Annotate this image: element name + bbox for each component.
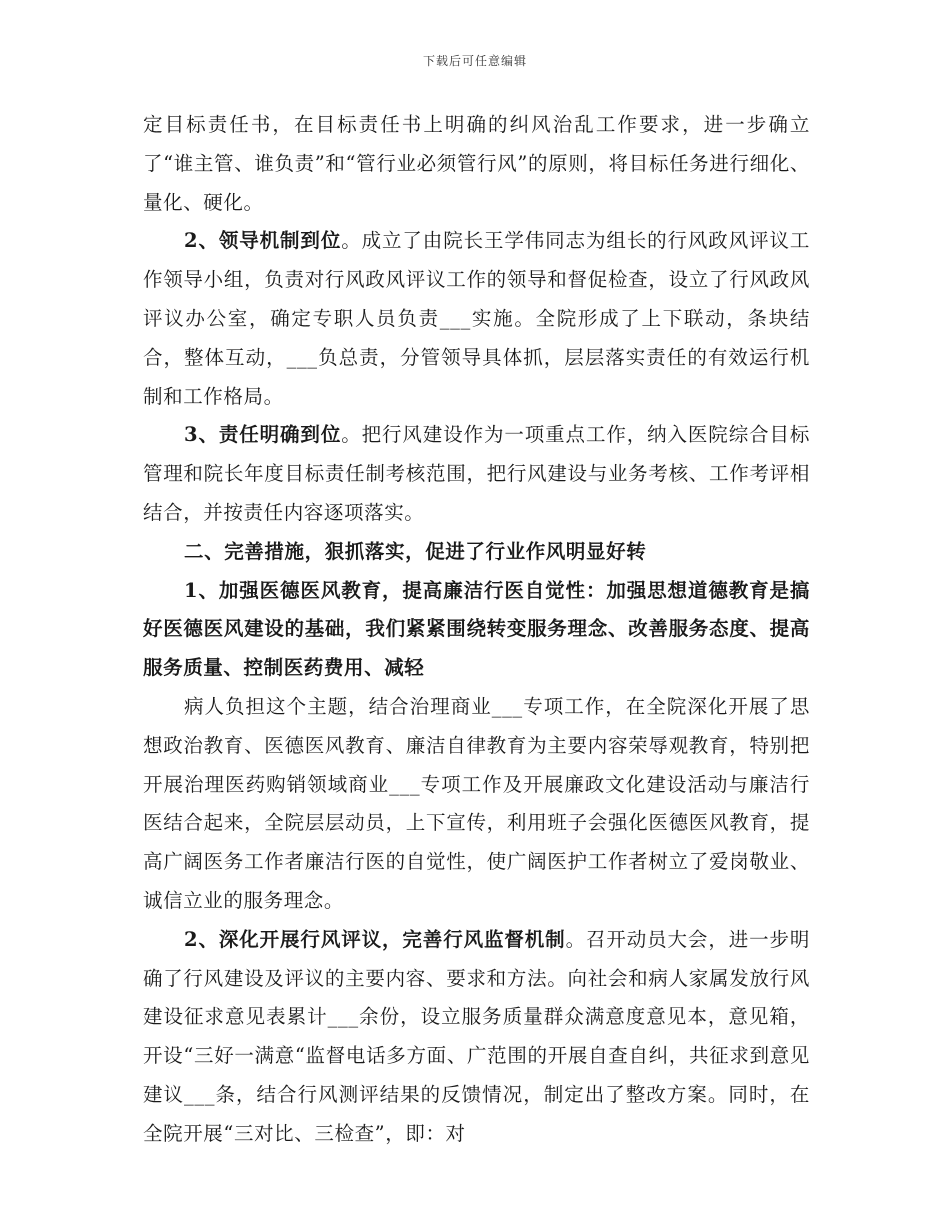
paragraph-lead-responsibility: 3、责任明确到位 bbox=[184, 423, 342, 447]
paragraph-text-style-review: 。召开动员大会，进一步明确了行风建设及评议的主要内容、要求和方法。向社会和病人家属发放行风建设征求意见表累计___余份，设立服务质量群众满意度意见本，意见箱，开设“三好一满意“监督电话多方面、广范围的开展自查自纠，共征求到意见建议___条，结合行风测评结果的反馈情况，制定出了整改方案。同时，在全院开展“三对比、三检查”，即：对 bbox=[143, 927, 810, 1145]
paragraph-target-responsibility: 定目标责任书，在目标责任书上明确的纠风治乱工作要求，进一步确立了“谁主管、谁负责”和“管行业必须管行风”的原则，将目标任务进行细化、量化、硬化。 bbox=[143, 113, 810, 214]
paragraph-text-leadership: 。成立了由院长王学伟同志为组长的行风政风评议工作领导小组，负责对行风政风评议工作的领导和督促检查，设立了行风政风评议办公室，确定专职人员负责___实施。全院形成了上下联动，条块结合，整体互动，___负总责，分管领导具体抓，层层落实责任的有效运行机制和工作格局。 bbox=[143, 229, 810, 408]
paragraph-medical-ethics-bold: 1、加强医德医风教育，提高廉洁行医自觉性：加强思想道德教育是搞好医德医风建设的基础，我们紧紧围绕转变服务理念、改善服务态度、提高服务质量、控制医药费用、减轻 bbox=[143, 578, 810, 680]
paragraph-lead-leadership: 2、领导机制到位 bbox=[184, 229, 342, 253]
paragraph-responsibility-clear bbox=[143, 416, 810, 532]
paragraph-leadership-mechanism bbox=[143, 222, 810, 416]
paragraph-style-review bbox=[143, 921, 810, 1154]
header-note: 下载后可任意编辑 bbox=[422, 54, 527, 68]
section-heading-measures: 二、完善措施，狠抓落实，促进了行业作风明显好转 bbox=[184, 539, 647, 563]
document-body bbox=[143, 106, 810, 1154]
paragraph-text-responsibility: 。把行风建设作为一项重点工作，纳入医院综合目标管理和院长年度目标责任制考核范围，把行风建设与业务考核、工作考评相结合，并按责任内容逐项落实。 bbox=[143, 423, 810, 524]
paragraph-medical-ethics-text: 病人负担这个主题，结合治理商业___专项工作，在全院深化开展了思想政治教育、医德医风教育、廉洁自律教育为主要内容荣辱观教育，特别把开展治理医药购销领域商业___专项工作及开展廉政文化建设活动与廉洁行医结合起来，全院层层动员，上下宣传，利用班子会强化医德医风教育，提高广阔医务工作者廉洁行医的自觉性，使广阔医护工作者树立了爱岗敬业、诚信立业的服务理念。 bbox=[143, 694, 810, 912]
paragraph-lead-style-review: 2、深化开展行风评议，完善行风监督机制 bbox=[184, 927, 566, 951]
